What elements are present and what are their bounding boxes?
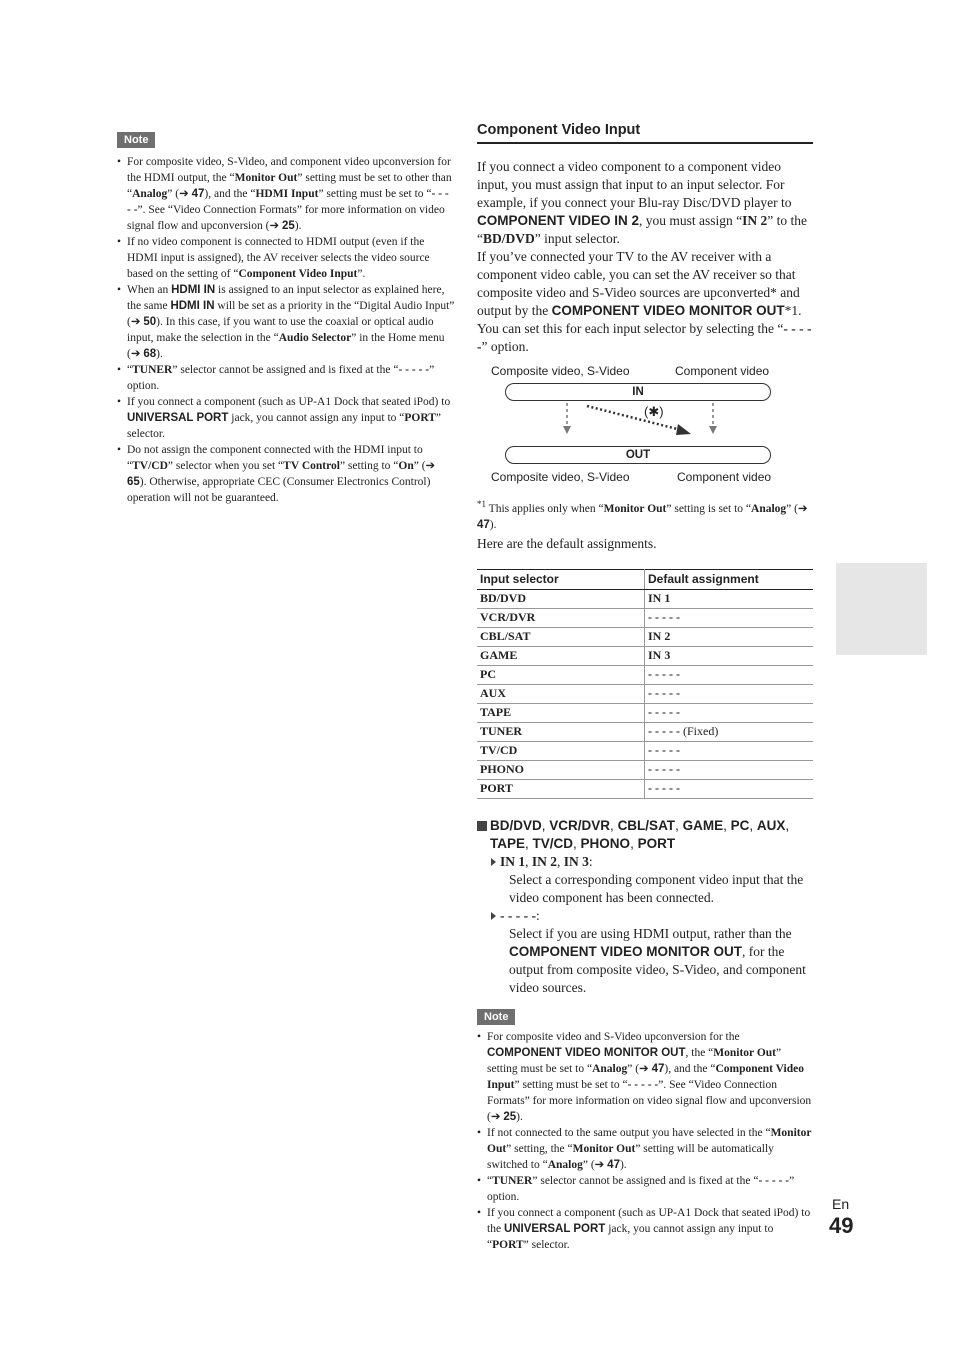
text-run: If not connected to the same output you have selected in the “ <box>487 1126 771 1139</box>
text-run: ” setting, the “ <box>506 1142 573 1155</box>
arrowhead-left <box>563 426 571 434</box>
text-run: , for the output from composite video, S-Video, and component video sources. <box>509 943 806 995</box>
text-run: BD/DVD <box>490 817 542 833</box>
out-bar: OUT <box>505 446 771 464</box>
text-run: UNIVERSAL PORT <box>503 1222 606 1235</box>
text-run: ” setting must be set to “ <box>318 188 432 200</box>
text-run: Monitor Out <box>234 172 298 184</box>
text-run: “ <box>127 364 133 376</box>
page-number: 49 <box>829 1213 854 1238</box>
text-run: ” setting must be set to “ <box>487 1046 782 1075</box>
text-run: 50 <box>143 316 157 328</box>
options-heading-text <box>490 818 789 851</box>
text-run: ). <box>294 220 302 232</box>
text-run: ” setting to “ <box>339 460 399 472</box>
text-run: IN 1 <box>500 853 526 869</box>
text-run: IN 2 <box>742 213 768 228</box>
text-run: PHONO <box>580 835 631 851</box>
right-column <box>477 122 813 1253</box>
text-run: ”. See “Video Connection Formats” for more information on video signal flow and upconversion (➔ <box>127 204 445 232</box>
note-item <box>477 1205 813 1253</box>
text-run: 47 <box>477 518 490 531</box>
text-run: , <box>723 817 731 833</box>
defaults-intro: Here are the default assignments. <box>477 535 657 551</box>
in-bar: IN <box>505 383 771 401</box>
text-run: IN 2 <box>531 853 558 869</box>
input-selector-cell: TAPE <box>477 703 645 722</box>
default-assignment-cell: - - - - - <box>645 665 814 684</box>
text-run: ” selector. <box>127 412 442 440</box>
option-list <box>477 853 813 997</box>
text-run: HDMI IN <box>171 284 216 296</box>
intro-paragraph <box>477 158 813 248</box>
text-run: ), and the “ <box>664 1062 716 1075</box>
text-run: Select if you are using HDMI output, rather than the <box>509 925 792 941</box>
table-row <box>477 589 813 608</box>
text-run: VCR/DVR <box>549 817 611 833</box>
table-header-row <box>477 569 813 589</box>
table-row <box>477 703 813 722</box>
input-selector-cell: PC <box>477 665 645 684</box>
note-item <box>117 282 455 362</box>
input-selector-cell: PHONO <box>477 760 645 779</box>
table-row <box>477 779 813 798</box>
text-run: , <box>675 817 683 833</box>
note-item <box>477 1125 813 1173</box>
text-run: ” (➔ <box>786 502 808 515</box>
text-run: , the “ <box>685 1046 714 1059</box>
text-run: - - - - - <box>477 321 812 354</box>
text-run: TV/CD <box>132 460 168 472</box>
page-language: En <box>832 1196 850 1212</box>
text-run: COMPONENT VIDEO MONITOR OUT <box>551 303 785 318</box>
text-run: ”. <box>357 268 366 280</box>
diagram-top-right-label: Component video <box>675 364 770 378</box>
text-run: Component Video Input <box>238 268 358 280</box>
note-item <box>117 442 455 506</box>
text-run: On <box>398 460 414 472</box>
text-run: - - - - - <box>758 1174 790 1187</box>
default-assignment-cell: IN 1 <box>645 589 814 608</box>
default-assignment-cell: - - - - - (Fixed) <box>645 722 814 741</box>
text-run: For composite video and S-Video upconversion for the <box>487 1030 740 1043</box>
option-description <box>509 871 813 907</box>
text-run: CBL/SAT <box>617 817 676 833</box>
footnote <box>477 496 813 533</box>
table-row <box>477 722 813 741</box>
options-heading <box>477 817 813 853</box>
text-run: UNIVERSAL PORT <box>127 412 229 424</box>
text-run: COMPONENT VIDEO MONITOR OUT <box>509 943 743 959</box>
text-run: If you’ve connected your TV to the AV receiver with a component video cable, you can set the AV receiver so that composite video and S-Video sources are upconverted* and output by the <box>477 249 800 318</box>
text-run: 47 <box>651 1062 665 1075</box>
text-run: , <box>541 817 550 833</box>
note-badge: Note <box>477 1009 515 1025</box>
text-run: , <box>557 853 564 869</box>
text-run: 47 <box>191 188 205 200</box>
text-run: ” setting is set to “ <box>666 502 752 515</box>
upconversion-paragraph <box>477 248 813 356</box>
option-label <box>491 907 813 925</box>
diagram-bottom-left-label: Composite video, S-Video <box>491 470 630 484</box>
text-run: Analog <box>592 1062 628 1075</box>
text-run: HDMI Input <box>255 188 319 200</box>
arrowhead-right <box>709 426 717 434</box>
text-run: Monitor Out <box>713 1046 776 1059</box>
text-run: TUNER <box>132 364 173 376</box>
text-run: ). In this case, if you want to use the coaxial or optical audio input, make the selection in the “ <box>127 316 434 344</box>
default-assignment-cell: IN 2 <box>645 627 814 646</box>
text-run: , <box>785 817 790 833</box>
input-selector-cell: AUX <box>477 684 645 703</box>
text-run: IN 3 <box>563 853 589 869</box>
note-list <box>117 154 455 506</box>
text-run: - - - - - <box>500 907 536 923</box>
table-row <box>477 760 813 779</box>
text-run: jack, you cannot assign any input to “ <box>487 1222 774 1251</box>
text-run: , <box>630 835 638 851</box>
text-run: ” (➔ <box>627 1062 652 1075</box>
text-run: HDMI IN <box>170 300 215 312</box>
table-row <box>477 608 813 627</box>
text-run: will be set as a priority in the “Digital Audio Input” (➔ <box>127 300 455 328</box>
text-run: ” (➔ <box>582 1158 608 1171</box>
text-run: *1. You can set this for each input selector by selecting the “ <box>477 303 802 336</box>
text-run: , <box>610 817 618 833</box>
text-run: Select a corresponding component video input that the video component has been connected. <box>509 871 804 905</box>
default-assignment-cell: - - - - - <box>645 608 814 627</box>
text-run: COMPONENT VIDEO MONITOR OUT <box>487 1046 686 1059</box>
text-run: When an <box>127 284 172 296</box>
default-assignment-cell: IN 3 <box>645 646 814 665</box>
text-run: ” selector cannot be assigned and is fixed at the “ <box>532 1174 759 1187</box>
text-run: *1 <box>477 499 486 509</box>
text-run: Monitor Out <box>487 1126 812 1155</box>
text-run: PORT <box>492 1238 524 1251</box>
option-item <box>491 853 813 907</box>
text-run: ” option. <box>487 1174 795 1203</box>
table-row <box>477 627 813 646</box>
text-run: 25 <box>503 1110 517 1123</box>
upconvert-arrow <box>587 406 681 430</box>
text-run: If you connect a component (such as UP-A1 Dock that seated iPod) to the <box>487 1206 811 1235</box>
upconvert-arrowhead <box>676 424 691 435</box>
text-run: ” option. <box>481 339 529 354</box>
text-run: ” selector. <box>523 1238 570 1251</box>
text-run: TV/CD <box>532 835 574 851</box>
table-row <box>477 684 813 703</box>
text-run: ), and the “ <box>204 188 256 200</box>
text-run: 68 <box>143 348 157 360</box>
text-run: If you connect a video component to a component video input, you must assign that input to an input selector. For example, if you connect your Blu-ray Disc/DVD player to <box>477 159 792 210</box>
text-run: Monitor Out <box>572 1142 636 1155</box>
text-run: : <box>535 907 540 923</box>
text-run: ). <box>156 348 163 360</box>
input-selector-cell: CBL/SAT <box>477 627 645 646</box>
text-run: 65 <box>127 476 140 488</box>
text-run: ” in the Home menu (➔ <box>127 332 445 360</box>
table-row <box>477 741 813 760</box>
text-run: ” setting will be automatically switched to “ <box>487 1142 774 1171</box>
text-run: For composite video, S-Video, and component video upconversion for the HDMI output, the “ <box>127 156 451 184</box>
diagram-top-left-label: Composite video, S-Video <box>491 364 630 378</box>
default-assignment-cell: - - - - - <box>645 703 814 722</box>
diagram-bottom-right-label: Component video <box>677 470 772 484</box>
text-run: Component Video Input <box>487 1062 804 1091</box>
text-run: ). <box>619 1158 627 1171</box>
table-row <box>477 646 813 665</box>
text-run: This applies only when “ <box>486 502 604 515</box>
text-run: “ <box>487 1174 493 1187</box>
note-item <box>477 1029 813 1125</box>
text-run: TAPE <box>490 835 526 851</box>
text-run: Audio Selector <box>278 332 352 344</box>
text-run: , <box>525 835 533 851</box>
text-run: ). <box>516 1110 523 1123</box>
square-bullet-icon <box>477 821 487 831</box>
text-run: GAME <box>682 817 724 833</box>
text-run: Do not assign the component connected with the HDMI input to “ <box>127 444 423 472</box>
text-run: - - - - - <box>398 364 430 376</box>
text-run: AUX <box>756 817 786 833</box>
text-run: , <box>749 817 757 833</box>
text-run: ” selector when you set “ <box>167 460 284 472</box>
text-run: ). <box>489 518 497 531</box>
text-run: - - - - - <box>627 1078 659 1091</box>
text-run: Monitor Out <box>603 502 667 515</box>
default-assignment-table <box>477 569 813 799</box>
table-row <box>477 665 813 684</box>
text-run: COMPONENT VIDEO IN 2 <box>477 213 640 228</box>
text-run: PORT <box>404 412 436 424</box>
note-item <box>117 234 455 282</box>
text-run: TV Control <box>283 460 340 472</box>
text-run: - - - - - <box>127 188 449 216</box>
text-run: is assigned to an input selector as explained here, the same <box>127 284 445 312</box>
note-item <box>117 362 455 394</box>
text-run: ”. See “Video Connection Formats” for more information on video signal flow and upconversion (➔ <box>487 1078 812 1123</box>
triangle-bullet-icon <box>491 858 496 866</box>
default-assignment-cell: - - - - - <box>645 779 814 798</box>
option-description <box>509 925 813 997</box>
default-assignment-cell: - - - - - <box>645 684 814 703</box>
text-run: ” input selector. <box>534 231 620 246</box>
note-list <box>477 1029 813 1253</box>
text-run: , <box>525 853 532 869</box>
column-header: Input selector <box>477 569 645 589</box>
text-run: TUNER <box>492 1174 533 1187</box>
text-run: Analog <box>751 502 787 515</box>
default-assignment-cell: - - - - - <box>645 741 814 760</box>
text-run: ” (➔ <box>413 460 436 472</box>
table-body <box>477 589 813 798</box>
text-run: If no video component is connected to HDMI output (even if the HDMI input is assigned), the AV receiver selects the video source based on the setting of “ <box>127 236 430 280</box>
chapter-tab <box>836 563 927 655</box>
section-title: Component Video Input <box>477 122 813 144</box>
input-selector-cell: VCR/DVR <box>477 608 645 627</box>
text-run: jack, you cannot assign any input to “ <box>228 412 405 424</box>
text-run: ” (➔ <box>167 188 192 200</box>
input-selector-cell: PORT <box>477 779 645 798</box>
note-item <box>117 394 455 442</box>
signal-diagram <box>477 364 813 492</box>
text-run: If you connect a component (such as UP-A1 Dock that seated iPod) to <box>127 396 451 408</box>
text-run: 25 <box>281 220 295 232</box>
note-item <box>477 1173 813 1205</box>
text-run: , <box>573 835 581 851</box>
text-run: 47 <box>607 1158 620 1171</box>
input-selector-cell: TUNER <box>477 722 645 741</box>
text-run: Analog <box>132 188 168 200</box>
option-label <box>491 853 813 871</box>
text-run: PC <box>730 817 750 833</box>
default-assignment-cell: - - - - - <box>645 760 814 779</box>
note-item <box>117 154 455 234</box>
note-badge: Note <box>117 132 155 148</box>
text-run: ” to the “ <box>477 213 808 246</box>
text-run: : <box>588 853 593 869</box>
text-run: , you must assign “ <box>639 213 743 228</box>
text-run: BD/DVD <box>483 231 535 246</box>
text-run: ” setting must be set to other than “ <box>127 172 452 200</box>
upconvert-marker: (✱) <box>644 404 664 419</box>
text-run: ” selector cannot be assigned and is fixed at the “ <box>172 364 399 376</box>
triangle-bullet-icon <box>491 912 496 920</box>
option-item <box>491 907 813 997</box>
column-header: Default assignment <box>645 569 814 589</box>
input-selector-cell: TV/CD <box>477 741 645 760</box>
input-selector-cell: BD/DVD <box>477 589 645 608</box>
text-run: Analog <box>547 1158 583 1171</box>
text-run: ” option. <box>127 364 435 392</box>
text-run: ). Otherwise, appropriate CEC (Consumer Electronics Control) operation will not be guaranteed. <box>127 476 431 504</box>
text-run: PORT <box>637 835 676 851</box>
text-run: ” setting must be set to “ <box>514 1078 628 1091</box>
input-selector-cell: GAME <box>477 646 645 665</box>
left-column <box>117 130 455 506</box>
